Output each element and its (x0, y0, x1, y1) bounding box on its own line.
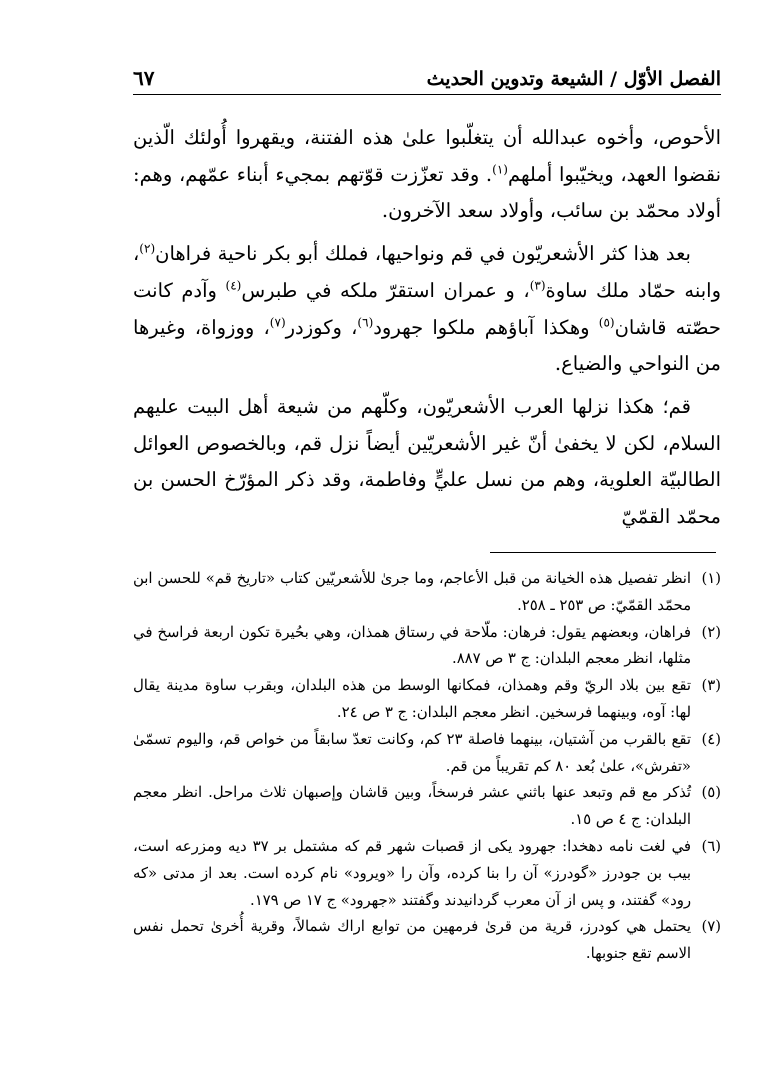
footnote-ref-2: (٢) (139, 241, 156, 256)
footnote-text: فراهان، وبعضهم يقول: فرهان: ملّاحة في رستاق همذان، وهي بحُيرة تكون اربعة فراسخ في مثلها، انظر معجم البلدان: ج ٣ ص ٨٨٧. (133, 623, 691, 668)
paragraph-2 (133, 236, 721, 383)
paragraph-text: الأحوص، وأخوه عبدالله أن يتغلّبوا علىٰ هذه الفتنة، ويقهروا أُولئك الّذين نقضوا العهد، ويخيّبوا أملهم (133, 126, 721, 186)
footnote-text: في لغت نامه دهخدا: جهرود يكى از قصبات شهر قم كه مشتمل بر ٣٧ ديه ومزرعه است، بيب بن جودرز «گودرز» آن را بنا كرده، وآن را «ويرود» نام كرده است. بعد از مدتى «كه رود» گفتند، و پس از آن معرب گردانيدند وگفتند «جهرود» ج ١٧ ص ١٧٩. (133, 837, 691, 909)
footnotes (133, 566, 721, 968)
main-text (133, 120, 721, 536)
footnote-number: (٤) (701, 730, 721, 748)
footnote-ref-3: (٣) (529, 278, 546, 293)
paragraph-text: قم؛ هكذا نزلها العرب الأشعريّون، وكلّهم من شيعة أهل البيت عليهم السلام، لكن لا يخفىٰ أنّ غير الأشعريّين أيضاً نزل قم، وبالخصوص العوائل الطالبيّة العلوية، وهم من نسل عليٍّ وفاطمة، وقد ذكر المؤرّخ الحسن بن محمّد القمّيّ (133, 394, 721, 529)
footnote (133, 566, 721, 620)
footnote (133, 727, 721, 781)
footnote-separator (490, 552, 716, 553)
paragraph-1 (133, 120, 721, 230)
page-number: ٦٧ (133, 66, 155, 90)
footnote-number: (٥) (701, 784, 721, 802)
footnote-text: تقع بالقرب من آشتيان، بينهما فاصلة ٢٣ كم، وكانت تعدّ سابقاً من خواص قم، واليوم تسمّىٰ «تفرش»، علىٰ بُعد ٨٠ كم تقريباً من قم. (133, 730, 691, 775)
footnote-text: يحتمل هي كودرز، قرية من قرىٰ فرمهين من توابع اراك شمالاً، وقرية أُخرىٰ تحمل نفس الاسم تقع جنوبها. (133, 918, 691, 963)
paragraph-text: بعد هذا كثر الأشعريّون في قم ونواحيها، فملك أبو بكر ناحية فراهان (155, 242, 691, 266)
footnote-ref-5: (٥) (598, 315, 615, 330)
footnote (133, 834, 721, 914)
paragraph-text: ، و عمران استقرّ ملكه في طبرس (241, 278, 530, 302)
footnote (133, 620, 721, 674)
paragraph-3 (133, 389, 721, 536)
footnote-number: (٦) (701, 837, 721, 855)
footnote-ref-6: (٦) (357, 315, 374, 330)
footnote (133, 673, 721, 727)
footnote-text: تُذكر مع قم وتبعد عنها باثني عشر فرسخاً، وبين قاشان وإصبهان ثلاث مراحل. انظر معجم البلدان: ج ٤ ص ١٥. (133, 784, 691, 829)
running-title: الفصل الأوّل / الشيعة وتدوين الحديث (426, 68, 721, 90)
footnote-text: انظر تفصيل هذه الخيانة من قبل الأعاجم، وما جرىٰ للأشعريّين كتاب «تاريخ قم» للحسن ابن محمّد القمّيّ: ص ٢٥٣ ـ ٢٥٨. (133, 570, 691, 614)
footnote-ref-7: (٧) (269, 315, 286, 330)
paragraph-text: ، وابنه حمّاد ملك ساوة (133, 242, 721, 302)
footnote-number: (١) (701, 570, 721, 587)
footnote (133, 914, 721, 968)
paragraph-text: وآدم كانت حصّته قاشان (133, 278, 721, 339)
page-header (133, 56, 721, 95)
paragraph-text: ، ووزواة، وغيرها من النواحي والضياع. (133, 315, 721, 376)
footnote-number: (٢) (701, 623, 721, 641)
paragraph-text: ، وكوزدر (285, 315, 358, 339)
footnote-number: (٣) (701, 677, 721, 695)
footnote-number: (٧) (701, 918, 721, 936)
paragraph-text: وهكذا آباؤهم ملكوا جهرود (373, 315, 599, 339)
footnote (133, 780, 721, 834)
footnote-ref-4: (٤) (225, 278, 242, 293)
footnote-text: تقع بين بلاد الريّ وقم وهمذان، فمكانها الوسط من هذه البلدان، وبقرب ساوة مدينة يقال لها: آوه، وبينهما فرسخين. انظر معجم البلدان: ج ٣ ص ٢٤. (133, 677, 691, 721)
paragraph-text: . وقد تعزّزت قوّتهم بمجيء أبناء عمّهم، وهم: أولاد محمّد بن سائب، وأولاد سعد الآخرون. (133, 162, 721, 223)
footnote-ref-1: (١) (492, 162, 508, 177)
